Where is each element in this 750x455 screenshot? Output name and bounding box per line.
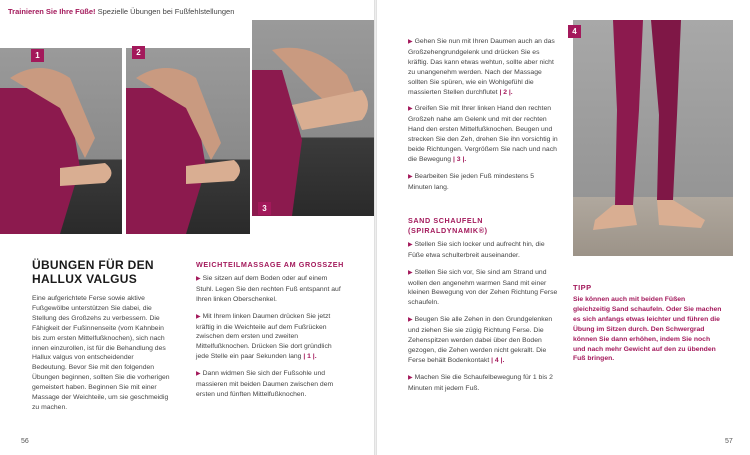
chapter-title: ÜBUNGEN FÜR DEN HALLUX VALGUS bbox=[32, 258, 154, 286]
massage-step: ▶ Bearbeiten Sie jeden Fuß mindestens 5 Minuten lang. bbox=[408, 172, 535, 191]
massage-continued-column bbox=[408, 37, 558, 200]
section-subtitle: Spezielle Übungen bei Fußfehlstellungen bbox=[97, 7, 235, 16]
massage-step: ▶ Greifen Sie mit Ihrer linken Hand den rechten Großzeh nahe am Gelenk und mit der rechten Hand den ersten Mittelfußknochen. Beugen und strecken Sie den Zeh, drehen Sie ihn vorsichtig in beide Richtungen. Vergrößern Sie nach und nach die Bewegung | 3 |. bbox=[408, 105, 558, 163]
massage-step: ▶ Gehen Sie nun mit Ihren Daumen auch an das Großzehengrundgelenk und drücken Sie es kräftig. Das kann etwas wehtun, sollte aber nicht zu unangenehm werden. Nach der Massage sollten Sie spüren, wie ein Wohlgefühl die massierten Stellen durchflutet | 2 |. bbox=[408, 38, 555, 96]
left-page bbox=[0, 0, 374, 455]
massage-step: ▶ Sie sitzen auf dem Boden oder auf einem Stuhl. Legen Sie den rechten Fuß entspannt auf Ihren linken Oberschenkel. bbox=[196, 274, 341, 303]
sand-step: ▶ Stellen Sie sich locker und aufrecht hin, die Füße etwa schulterbreit auseinander. bbox=[408, 240, 545, 259]
triangle-right-icon: ▶ bbox=[196, 313, 201, 320]
tip-title: TIPP bbox=[573, 283, 592, 292]
photo-badge-1: 1 bbox=[31, 49, 44, 62]
page-number-left: 56 bbox=[21, 438, 29, 445]
photo-3-illustration bbox=[252, 20, 374, 216]
photo-1 bbox=[0, 48, 122, 234]
sand-column bbox=[408, 216, 558, 401]
triangle-right-icon: ▶ bbox=[408, 374, 413, 381]
photo-badge-3: 3 bbox=[258, 202, 271, 215]
photo-4-illustration bbox=[573, 20, 733, 256]
tip-text: Sie können auch mit beiden Füßen gleichzeitig Sand schaufeln. Oder Sie machen es sich anfangs etwas leichter und führen die Übung im Sitzen durch. Den Schwergrad können Sie dann erhöhen, indem Sie noch und nach mehr Gewicht auf den zu übenden Fuß bringen. bbox=[573, 296, 722, 363]
triangle-right-icon: ▶ bbox=[408, 241, 413, 248]
tip-box bbox=[573, 283, 723, 364]
running-header bbox=[8, 7, 234, 16]
sand-step: ▶ Beugen Sie alle Zehen in den Grundgelenken und ziehen Sie sie zügig Richtung Ferse. Die Zehenspitzen werden dabei über den Boden gezogen, die Zehen werden nicht gekrallt. Die Ferse behält Bodenkontakt | 4 |. bbox=[408, 316, 553, 364]
triangle-right-icon: ▶ bbox=[408, 173, 413, 180]
triangle-right-icon: ▶ bbox=[408, 269, 413, 276]
photo-1-illustration bbox=[0, 48, 122, 234]
triangle-right-icon: ▶ bbox=[408, 317, 413, 324]
sand-heading: SAND SCHAUFELN (SPIRALDYNAMIK®) bbox=[408, 216, 488, 235]
sand-step: ▶ Stellen Sie sich vor, Sie sind am Strand und wollen den angenehm warmen Sand mit einer kleinen Bewegung von der Zehen Richtung Ferse schaufeln. bbox=[408, 268, 558, 307]
image-reference: | 2 |. bbox=[499, 88, 513, 96]
photo-4 bbox=[573, 20, 733, 256]
triangle-right-icon: ▶ bbox=[408, 106, 413, 113]
section-title: Trainieren Sie Ihre Füße! bbox=[8, 7, 96, 16]
massage-heading: WEICHTEILMASSAGE AM GROSSZEH bbox=[196, 260, 344, 269]
photo-badge-4: 4 bbox=[568, 25, 581, 38]
image-reference: | 3 |. bbox=[452, 155, 467, 163]
triangle-right-icon: ▶ bbox=[196, 275, 201, 282]
triangle-right-icon: ▶ bbox=[196, 371, 201, 378]
photo-3 bbox=[252, 20, 374, 216]
intro-text-column bbox=[32, 294, 170, 420]
image-reference: | 4 |. bbox=[491, 356, 505, 364]
page-number-right: 57 bbox=[725, 438, 733, 445]
sand-step: ▶ Machen Sie die Schaufelbewegung für 1 bis 2 Minuten mit jedem Fuß. bbox=[408, 373, 553, 392]
intro-paragraph: Eine aufgerichtete Ferse sowie aktive Fußgewölbe unterstützen Sie dabei, die Stellung des Großzehs zu verbessern. Die Fähigkeit der Fußinnenseite (vom Kahnbein bis zum ersten Mittelfußknochen), sich nach innen einzurollen, ist für die Behandlung des Hallux valgus von entscheidender Bedeutung. Bevor Sie mit den folgenden Übungen beginnen, sollten Sie die vorherigen gemeistert haben. Beginnen Sie mit einer Massage der Weichteile, um sie geschmeidig zu machen. bbox=[32, 295, 170, 411]
right-page bbox=[377, 0, 750, 455]
photo-2-illustration bbox=[126, 48, 250, 234]
photo-badge-2: 2 bbox=[132, 46, 145, 59]
photo-2 bbox=[126, 48, 250, 234]
triangle-right-icon: ▶ bbox=[408, 39, 413, 45]
massage-step: ▶ Mit Ihrem linken Daumen drücken Sie jetzt kräftig in die Weichteile auf dem Fußrücken zwischen dem ersten und zweiten Mittelfußknochen. Drücken Sie dort gründlich jede Stelle ein paar Sekunden lang | 1 |. bbox=[196, 312, 332, 361]
massage-step: ▶ Dann widmen Sie sich der Fußsohle und massieren mit beiden Daumen zwischen dem ersten und fünften Mittelfußknochen. bbox=[196, 370, 334, 398]
massage-column bbox=[196, 260, 346, 407]
image-reference: | 1 |. bbox=[303, 353, 317, 361]
